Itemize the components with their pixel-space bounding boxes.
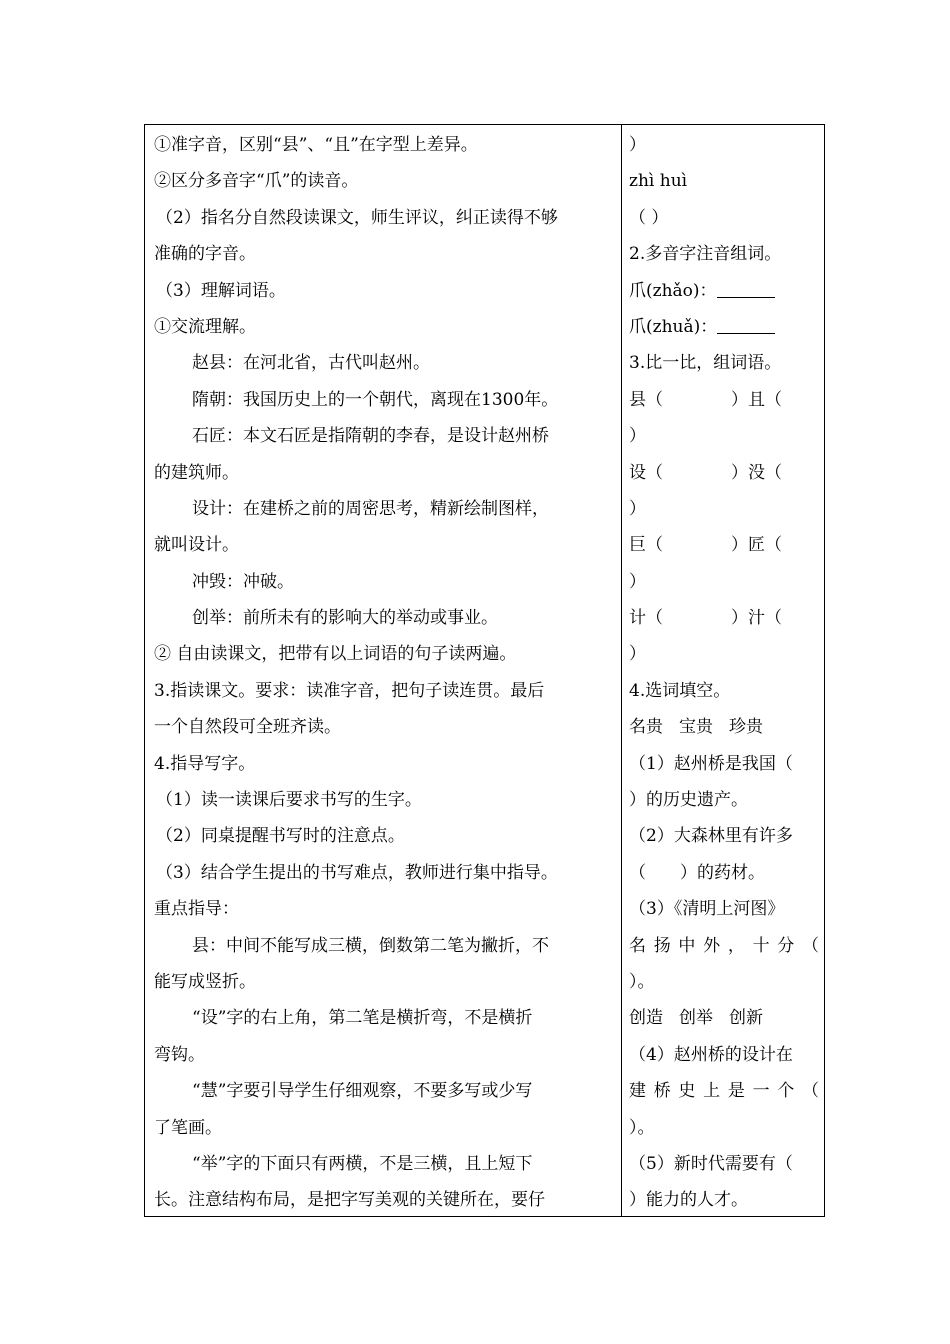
polyphone-row (629, 309, 819, 345)
answer-blank (717, 317, 775, 334)
exercise-line: ） (629, 498, 646, 519)
exercise-line: ） (629, 426, 646, 447)
fill-blank-line: （5）新时代需要有（ (629, 1153, 793, 1174)
text-line: “慧”字要引导学生仔细观察，不要多写或少写 (192, 1081, 533, 1102)
pinyin-line: zhì huì (629, 171, 688, 192)
fill-blank-line: 名扬中外，十分（ (629, 935, 819, 956)
text-line: “设”字的右上角，第二笔是横折弯，不是横折 (192, 1008, 533, 1029)
compare-row: 县（ ）且（ (629, 389, 782, 410)
word-choice: 名贵 (629, 717, 663, 738)
word-choice: 珍贵 (729, 717, 763, 738)
text-line: 准确的字音。 (154, 244, 256, 265)
text-line: 隋朝：我国历史上的一个朝代，离现在1300年。 (192, 389, 559, 410)
text-line: 一个自然段可全班齐读。 (154, 717, 341, 738)
word-choice: 创造 (629, 1008, 663, 1029)
exercise-line: ） (629, 644, 646, 665)
fill-blank-line: ）能力的人才。 (629, 1190, 748, 1211)
lesson-table (144, 124, 825, 1217)
fill-blank-line: ）的历史遗产。 (629, 790, 748, 811)
text-line: 长。注意结构布局，是把字写美观的关键所在，要仔 (154, 1190, 545, 1211)
text-line: “举”字的下面只有两横，不是三横，且上短下 (192, 1153, 533, 1174)
text-line: 县：中间不能写成三横，倒数第二笔为撇折，不 (192, 935, 549, 956)
text-line: ②区分多音字“爪”的读音。 (154, 171, 359, 192)
text-line: （3）结合学生提出的书写难点，教师进行集中指导。 (156, 862, 558, 883)
fill-blank-line: 建桥史上是一个（ (629, 1081, 819, 1102)
text-line: 重点指导： (154, 899, 239, 920)
text-line: （2）指名分自然段读课文，师生评议，纠正读得不够 (156, 207, 558, 228)
exercise-line: ） (629, 135, 646, 155)
polyphone-label: 爪(zhuǎ)： (629, 316, 718, 337)
fill-blank-line: （1）赵州桥是我国（ (629, 753, 793, 774)
column-divider (621, 125, 622, 1216)
exercise-heading: 4.选词填空。 (629, 680, 731, 701)
fill-blank-line: （3）《清明上河图》 (629, 899, 785, 920)
polyphone-row (629, 273, 819, 309)
text-line: ①准字音，区别“县”、“且”在字型上差异。 (154, 135, 478, 155)
word-choice: 宝贵 (679, 717, 713, 738)
text-line: ①交流理解。 (154, 316, 256, 337)
text-line: 冲毁：冲破。 (192, 571, 294, 592)
fill-blank-line: ）。 (629, 971, 655, 992)
text-line: 就叫设计。 (154, 535, 239, 556)
exercise-line: （ ） (629, 207, 669, 228)
word-choice: 创举 (679, 1008, 713, 1029)
text-line: 的建筑师。 (154, 462, 239, 483)
fill-blank-line: ）。 (629, 1117, 655, 1138)
exercise-column (629, 127, 819, 1219)
text-line: ② 自由读课文，把带有以上词语的句子读两遍。 (154, 644, 517, 665)
text-line: 了笔画。 (154, 1117, 222, 1138)
text-line: （2）同桌提醒书写时的注意点。 (156, 826, 405, 847)
fill-blank-line: （2）大森林里有许多 (629, 826, 793, 847)
text-line: 3.指读课文。要求：读准字音，把句子读连贯。最后 (154, 680, 545, 701)
compare-row: 巨（ ）匠（ (629, 535, 782, 556)
answer-blank (717, 281, 775, 298)
exercise-line: ） (629, 571, 646, 592)
fill-blank-line: （ ）的药材。 (629, 862, 765, 883)
compare-row: 计（ ）汁（ (629, 608, 782, 629)
word-choice: 创新 (729, 1008, 763, 1029)
fill-blank-line: （4）赵州桥的设计在 (629, 1044, 793, 1065)
text-line: 创举：前所未有的影响大的举动或事业。 (192, 608, 498, 629)
text-line: 设计：在建桥之前的周密思考，精新绘制图样， (192, 498, 549, 519)
word-choices (629, 1000, 819, 1036)
word-choices (629, 709, 819, 745)
text-line: （3）理解词语。 (156, 280, 286, 301)
polyphone-label: 爪(zhǎo)： (629, 280, 717, 301)
exercise-heading: 2.多音字注音组词。 (629, 244, 782, 265)
text-line: 能写成竖折。 (154, 971, 256, 992)
text-line: 赵县：在河北省，古代叫赵州。 (192, 353, 430, 374)
text-line: 4.指导写字。 (154, 753, 256, 774)
compare-row: 设（ ）没（ (629, 462, 782, 483)
text-line: 石匠：本文石匠是指隋朝的李春，是设计赵州桥 (192, 426, 549, 447)
exercise-heading: 3.比一比，组词语。 (629, 353, 782, 374)
text-line: 弯钩。 (154, 1044, 205, 1065)
teaching-process-column (154, 127, 614, 1219)
text-line: （1）读一读课后要求书写的生字。 (156, 790, 422, 811)
